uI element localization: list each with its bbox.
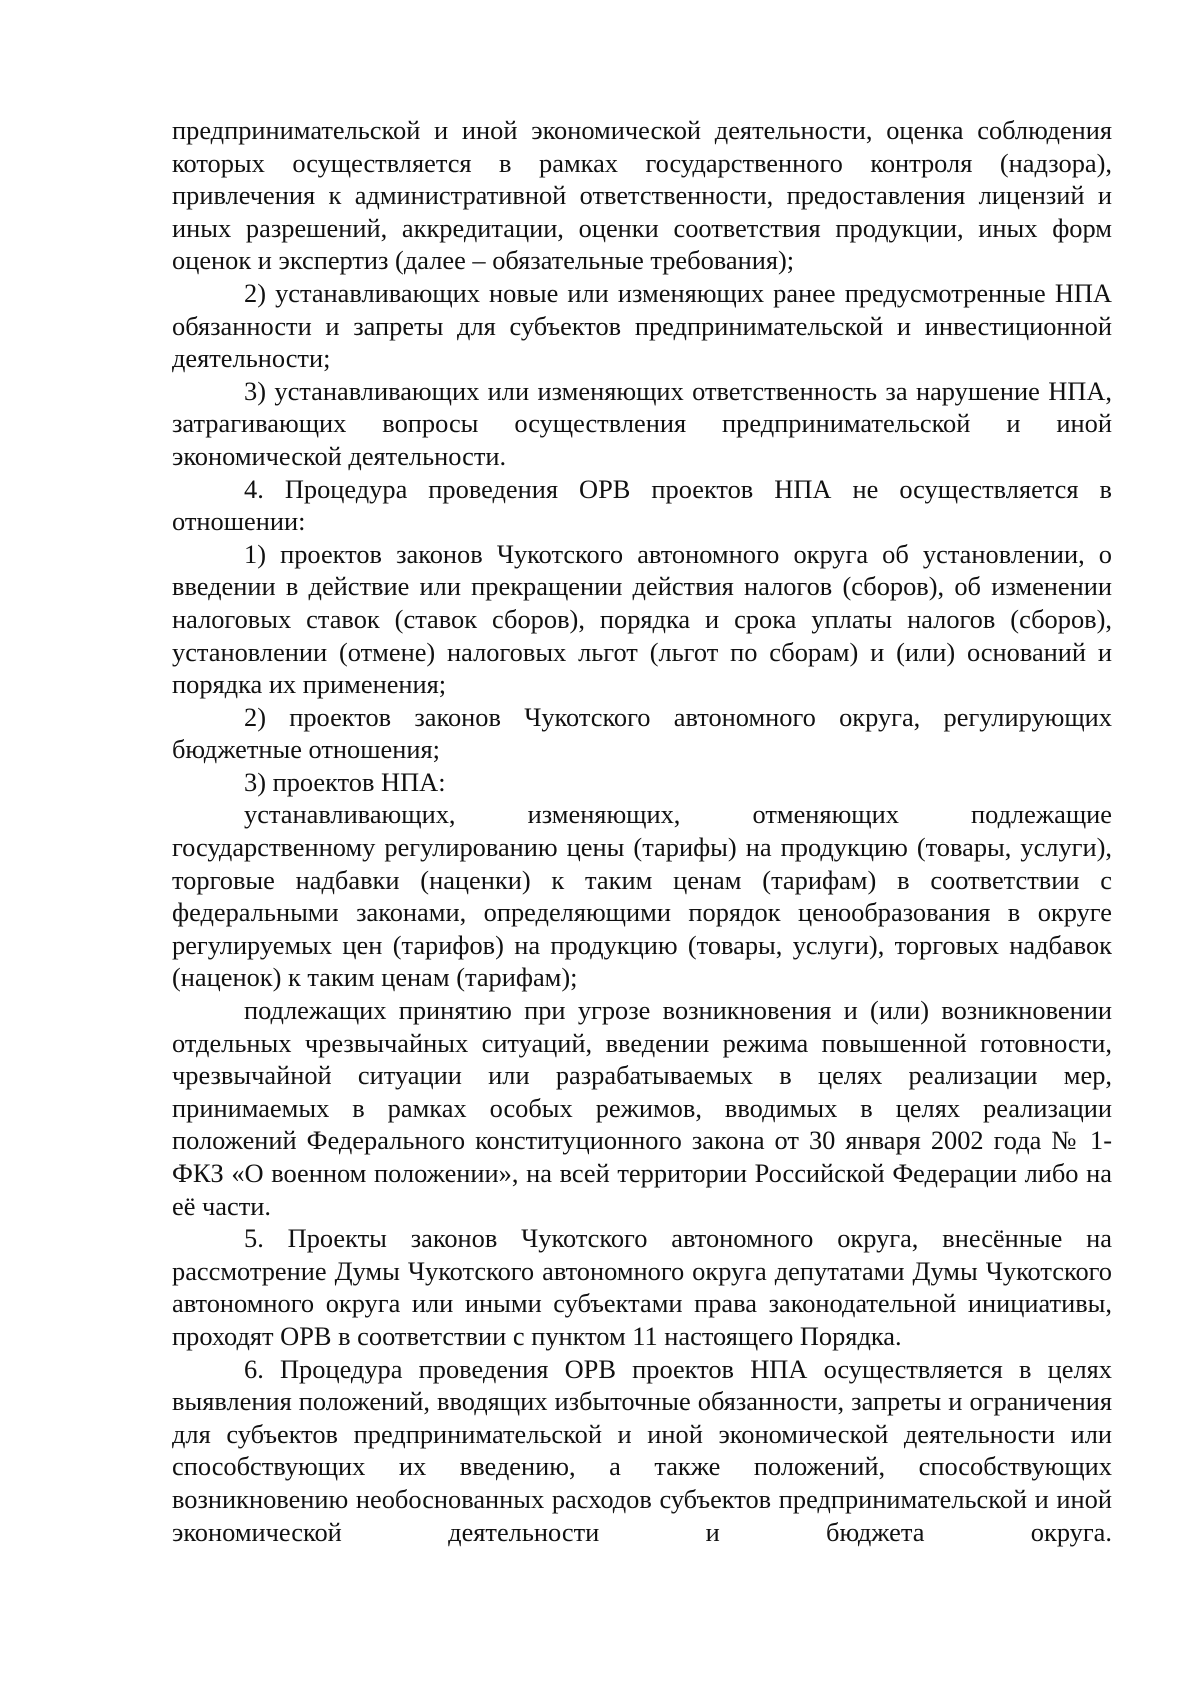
paragraph-item-3-npa-projects: 3) проектов НПА: bbox=[244, 766, 446, 797]
paragraph-price-regulation: устанавливающих, изменяющих, отменяющих подлежащие государственному регулированию цены (тарифы) на продукцию (товары, услуги), торговые надбавки (наценки) к таким ценам (тарифам) в соответствии с федеральными законами, определяющими порядок ценообразования в округе регулируемых цен (тарифов) на продукцию (товары, услуги), торговых надбавок (наценок) к таким ценам (тарифам); bbox=[172, 799, 1112, 993]
paragraph-section-5: 5. Проекты законов Чукотского автономного округа, внесённые на рассмотрение Думы Чукотского автономного округа депутатами Думы Чукотского автономного округа или иными субъектами права законодательной инициативы, проходят ОРВ в соответствии с пунктом 11 настоящего Порядка. bbox=[172, 1223, 1112, 1351]
paragraph-item-2-budget-laws: 2) проектов законов Чукотского автономного округа, регулирующих бюджетные отношения; bbox=[172, 701, 1112, 765]
paragraph-continuation: предпринимательской и иной экономической деятельности, оценка соблюдения которых осуществляется в рамках государственного контроля (надзора), привлечения к административной ответственности, предоставления лицензий и иных разрешений, аккредитации, оценки соответствия продукции, иных форм оценок и экспертиз (далее – обязательные требования); bbox=[172, 115, 1112, 276]
paragraph-item-2-new-obligations: 2) устанавливающих новые или изменяющих ранее предусмотренные НПА обязанности и запреты для субъектов предпринимательской и инвестиционной деятельности; bbox=[172, 277, 1112, 374]
paragraph-item-1-tax-laws: 1) проектов законов Чукотского автономного округа об установлении, о введении в действие или прекращении действия налогов (сборов), об изменении налоговых ставок (ставок сборов), порядка и срока уплаты налогов (сборов), установлении (отмене) налоговых льгот (льгот по сборам) и (или) оснований и порядка их применения; bbox=[172, 538, 1112, 700]
paragraph-item-3-liability: 3) устанавливающих или изменяющих ответственность за нарушение НПА, затрагивающих вопросы осуществления предпринимательской и иной экономической деятельности. bbox=[172, 375, 1112, 471]
paragraph-section-6: 6. Процедура проведения ОРВ проектов НПА осуществляется в целях выявления положений, вводящих избыточные обязанности, запреты и ограничения для субъектов предпринимательской и иной экономической деятельности или способствующих их введению, а также положений, способствующих возникновению необоснованных расходов субъектов предпринимательской и иной экономической деятельности и бюджета округа. bbox=[172, 1353, 1112, 1547]
document-body bbox=[172, 114, 1112, 1548]
paragraph-emergency-situations: подлежащих принятию при угрозе возникновения и (или) возникновении отдельных чрезвычайных ситуаций, введении режима повышенной готовности, чрезвычайной ситуации или разрабатываемых в целях реализации мер, принимаемых в рамках особых режимов, вводимых в целях реализации положений Федерального конституционного закона от 30 января 2002 года № 1-ФКЗ «О военном положении», на всей территории Российской Федерации либо на её части. bbox=[172, 995, 1112, 1221]
paragraph-section-4: 4. Процедура проведения ОРВ проектов НПА не осуществляется в отношении: bbox=[172, 473, 1112, 537]
